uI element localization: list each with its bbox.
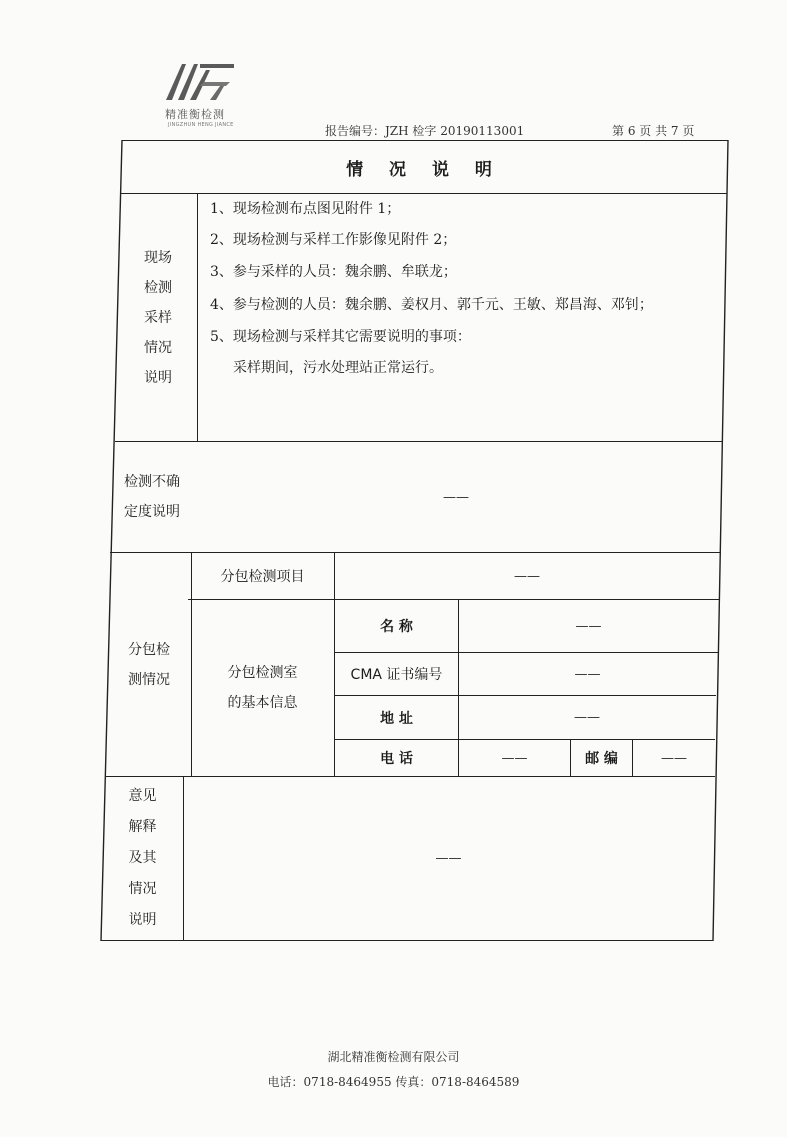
logo-mark-icon [160,58,240,102]
list-item: 4、参与检测的人员：魏余鹏、姜权月、郭千元、王敏、郑昌海、邓钊； [210,297,653,313]
logo-subtitle: JINGZHUN HENG JIANCE [168,122,234,128]
section4-label: 意见 解释 及其 情况 说明 [128,788,157,928]
report-number: 报告编号：JZH 检字 20190113001 [325,124,525,138]
company-logo [160,58,240,102]
table-title: 情 况 说 明 [346,159,502,180]
phone-value: —— [501,750,528,766]
page-number: 第 6 页 共 7 页 [612,124,695,138]
phone-label: 电 话 [380,751,413,767]
list-item: 1、现场检测布点图见附件 1； [210,201,401,217]
postcode-value: —— [661,750,687,766]
subcontract-project-label: 分包检测项目 [220,569,305,585]
list-item: 5、现场检测与采样其它需要说明的事项： [210,329,471,345]
address-value: —— [574,710,600,725]
address-label: 地 址 [380,710,413,727]
section2-label: 检测不确 定度说明 [124,474,180,520]
footer-company: 湖北精准衡检测有限公司 [327,1050,460,1064]
list-item: 采样期间，污水处理站正常运行。 [233,360,443,376]
section1-label: 现场 检测 采样 情况 说明 [144,249,172,386]
cma-cert-value: —— [574,666,601,682]
subcontract-project-value: —— [514,568,540,584]
lab-name-label: 名 称 [380,619,413,635]
list-item: 3、参与采样的人员：魏余鹏、牟联龙； [210,264,457,280]
footer-contact: 电话：0718-8464955 传真：0718-8464589 [267,1075,520,1089]
logo-name: 精准衡检测 [165,108,225,121]
lab-name-value: —— [575,618,602,634]
postcode-label: 邮 编 [585,751,618,767]
section3-label: 分包检 测情况 [128,641,170,688]
section2-value: —— [443,489,469,505]
section4-value: —— [435,851,462,866]
lab-info-label: 分包检测室 的基本信息 [227,665,298,711]
list-item: 2、现场检测与采样工作影像见附件 2； [210,232,457,248]
cma-cert-label: CMA 证书编号 [350,667,443,683]
